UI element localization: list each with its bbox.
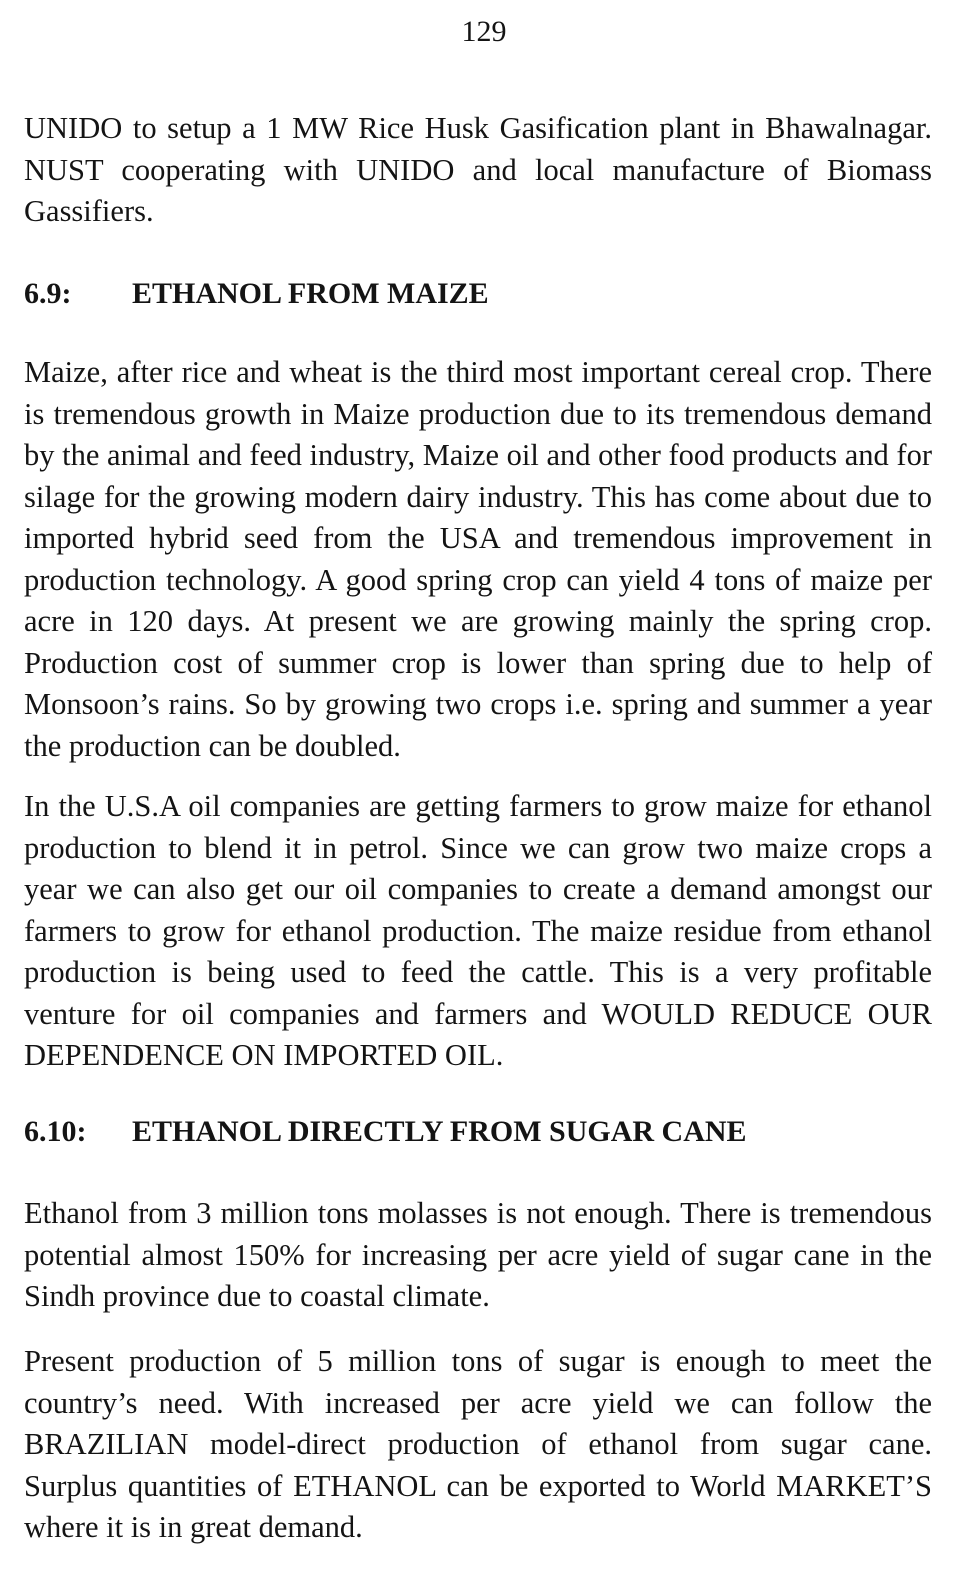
section-6-9-paragraph-2: In the U.S.A oil companies are getting farmers to grow maize for ethanol production to blend it in petrol. Since we can grow two maize crops a year we can also get our oil companies to create a demand amongst our farmers to grow for ethanol production. The maize residue from ethanol production is being used to feed the cattle. This is a very profitable venture for oil companies and farmers and WOULD REDUCE OUR DEPENDENCE ON IMPORTED OIL. [24,789,932,1072]
section-6-9-number: 6.9: [24,277,72,310]
page-number: 129 [461,15,507,48]
section-6-10-number: 6.10: [24,1115,87,1148]
section-6-9-title: ETHANOL FROM MAIZE [132,277,489,310]
section-6-10-paragraph-2-block [24,1341,932,1549]
section-6-10-paragraph-2: Present production of 5 million tons of sugar is enough to meet the country’s need. With increased per acre yield we can follow the BRAZILIAN model-direct production of ethanol from sugar cane. Surplus quantities of ETHANOL can be exported to World MARKET’S where it is in great demand. [24,1344,932,1544]
section-6-9-paragraph-1: Maize, after rice and wheat is the third most important cereal crop. There is tremendous growth in Maize production due to its tremendous demand by the animal and feed industry, Maize oil and other food products and for silage for the growing modern dairy industry. This has come about due to imported hybrid seed from the USA and tremendous improvement in production technology. A good spring crop can yield 4 tons of maize per acre in 120 days. At present we are growing mainly the spring crop. Production cost of summer crop is lower than spring due to help of Monsoon’s rains. So by growing two crops i.e. spring and summer a year the production can be doubled. [24,355,932,763]
section-6-9-paragraph-1-block [24,352,932,767]
section-6-10-paragraph-1: Ethanol from 3 million tons molasses is not enough. There is tremendous potential almost 150% for increasing per acre yield of sugar cane in the Sindh province due to coastal climate. [24,1196,932,1313]
section-6-10-heading [24,1114,932,1150]
section-6-10-title: ETHANOL DIRECTLY FROM SUGAR CANE [132,1115,747,1148]
intro-paragraph: UNIDO to setup a 1 MW Rice Husk Gasification plant in Bhawalnagar. NUST cooperating with UNIDO and local manufacture of Biomass Gassifiers. [24,111,932,228]
section-6-9-heading [24,276,932,312]
section-6-10-paragraph-1-block [24,1193,932,1318]
intro-paragraph-block [24,108,932,233]
section-6-9-paragraph-2-block [24,786,932,1077]
